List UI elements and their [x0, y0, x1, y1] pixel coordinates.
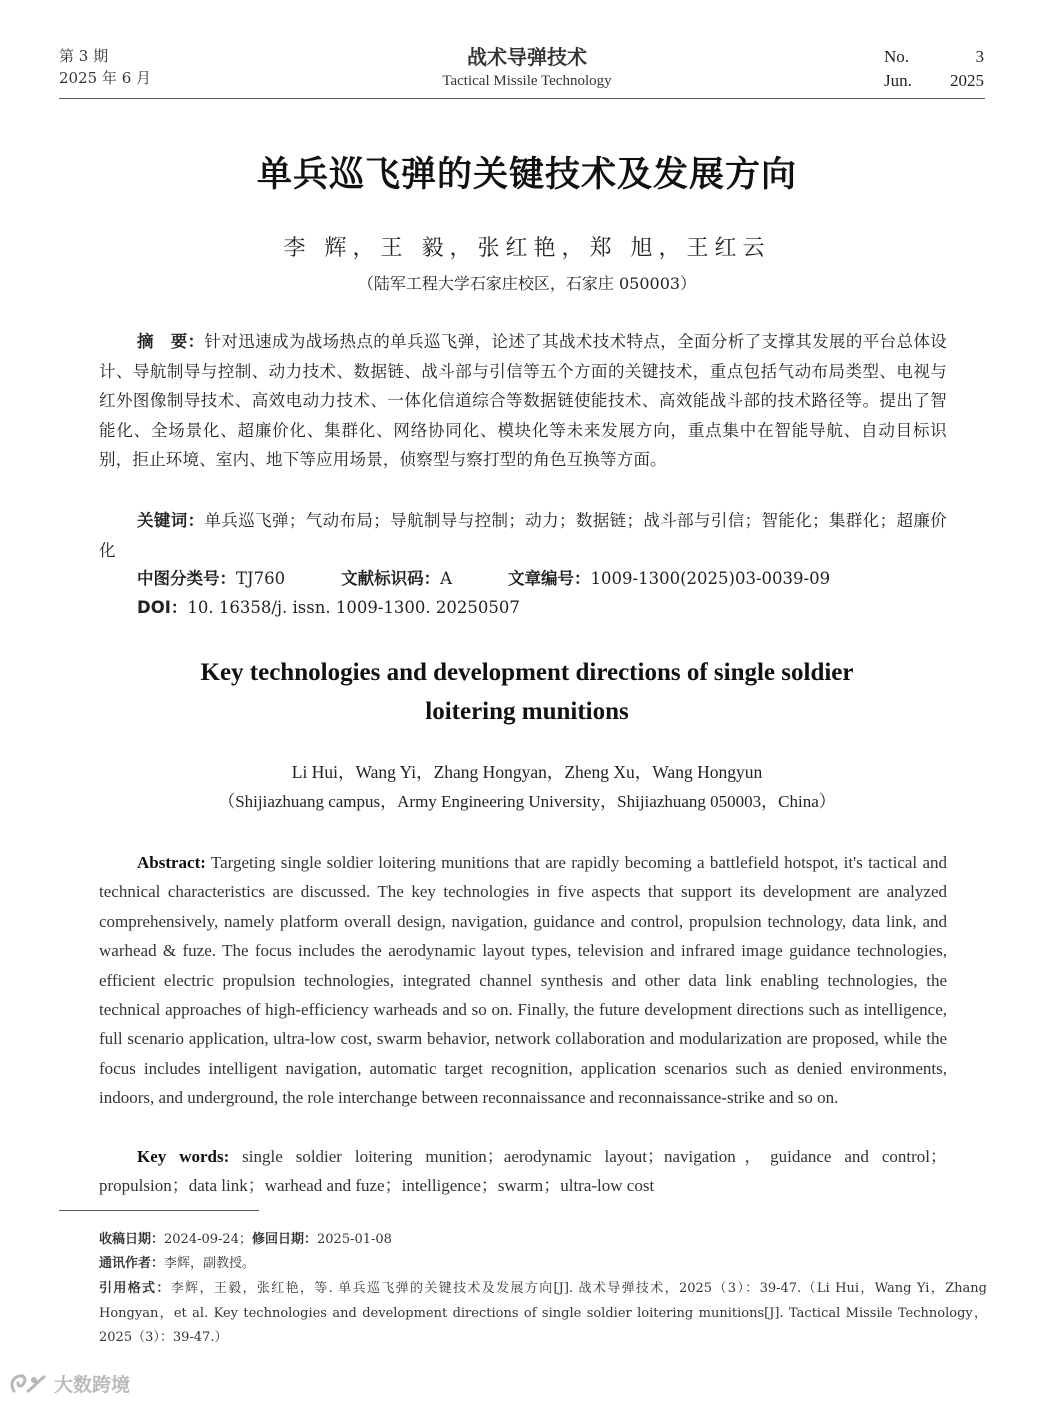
clc-label: 中图分类号：: [137, 569, 236, 588]
article-number: [508, 564, 830, 593]
classification-line: [137, 564, 886, 593]
clc-number: [137, 564, 285, 593]
authors-cn: 李 辉，王 毅，张红艳，郑 旭，王红云: [283, 236, 771, 261]
abstract-text-en: Targeting single soldier loitering munitions that are rapidly becoming a battlefield hotspot, it's tactical and technical characteristics are discussed. The key technologies in five aspects that support its development are analyzed comprehensively, namely platform overall design, navigation, guidance and control, propulsion technology, data link, and warhead & fuze. The focus includes the aerodynamic layout types, television and infrared image guidance technologies, efficient electric propulsion technologies, integrated channel synthesis and other data link enabling technologies, the technical approaches of high-efficiency warheads and so on. Finally, the future development directions such as intelligence, full scenario application, ultra-low cost, swarm behavior, network collaboration and modularization are proposed, while the focus includes intelligent navigation, automatic target recognition, application scenarios such as denied environments, indoors, and underground, the role interchange between reconnaissance and reconnaissance-strike and so on.: [99, 853, 947, 1108]
watermark-logo-icon: [8, 1371, 48, 1397]
keywords-label-cn: 关键词：: [137, 511, 205, 530]
abstract-cn: [99, 327, 947, 475]
keywords-text-cn: 单兵巡飞弹；气动布局；导航制导与控制；动力；数据链；战斗部与引信；智能化；集群化；超廉价化: [99, 511, 947, 560]
issue-month-en: Jun.: [884, 71, 912, 90]
corresponding-label: 通讯作者：: [99, 1256, 165, 1271]
keywords-cn: [99, 506, 947, 565]
doc-label: 文献标识码：: [341, 569, 441, 588]
header-divider: [59, 98, 985, 99]
revised-value: 2025-01-08: [317, 1232, 392, 1247]
issue-num-en: 3: [975, 47, 984, 66]
article-label: 文章编号：: [508, 569, 591, 588]
keywords-text-en: single soldier loitering munition；aerodynamic layout；navigation，guidance and control；propulsion；data link；warhead and fuze；intelligence；swarm；ultra-low cost: [99, 1147, 947, 1196]
doi-value: 10. 16358/j. issn. 1009-1300. 20250507: [187, 598, 520, 617]
paper-title-cn: 单兵巡飞弹的关键技术及发展方向: [256, 155, 797, 195]
citation-label: 引用格式：: [99, 1281, 171, 1296]
issue-year-en: 2025: [950, 71, 984, 90]
doc-value: A: [440, 569, 453, 588]
received-label: 收稿日期：: [99, 1232, 165, 1247]
document-code: [341, 564, 452, 593]
corresponding-value: 李辉，副教授。: [164, 1256, 256, 1271]
keywords-label-en: Key words:: [137, 1147, 230, 1166]
footnote-citation: [99, 1277, 987, 1351]
footnote-corresponding: [99, 1252, 987, 1277]
abstract-label-cn: 摘 要：: [137, 332, 205, 351]
article-value: 1009-1300(2025)03-0039-09: [590, 569, 831, 588]
watermark: [8, 1370, 130, 1397]
issue-date-cn: 2025 年 6 月: [59, 69, 152, 87]
affiliation-en: （Shijiazhuang campus，Army Engineering University，Shijiazhuang 050003，China）: [218, 792, 836, 811]
affiliation-cn: （陆军工程大学石家庄校区，石家庄 050003）: [357, 274, 697, 293]
clc-value: TJ760: [236, 569, 286, 588]
title-en-line-2: loitering munitions: [425, 698, 629, 725]
authors-en: Li Hui，Wang Yi，Zhang Hongyan，Zheng Xu，Wang Hongyun: [291, 762, 763, 782]
abstract-text-cn: 针对迅速成为战场热点的单兵巡飞弹，论述了其战术技术特点，全面分析了支撑其发展的平台总体设计、导航制导与控制、动力技术、数据链、战斗部与引信等五个方面的关键技术，重点包括气动布局类型、电视与红外图像制导技术、高效电动力技术、一体化信道综合等数据链使能技术、高效能战斗部的技术路径等。提出了智能化、全场景化、超廉价化、集群化、网络协同化、模块化等未来发展方向，重点集中在智能导航、自动目标识别，拒止环境、室内、地下等应用场景，侦察型与察打型的角色互换等方面。: [99, 332, 947, 469]
keywords-en: [99, 1142, 947, 1201]
journal-name-cn: 战术导弹技术: [467, 45, 587, 69]
issue-label-en: No.: [884, 47, 910, 66]
watermark-text: 大数跨境: [54, 1374, 131, 1396]
issue-number-cn: 第 3 期: [59, 47, 109, 65]
doi-line: [137, 593, 520, 622]
abstract-label-en: Abstract:: [137, 853, 206, 872]
revised-label: 修回日期：: [251, 1232, 317, 1247]
issue-number-en: [884, 45, 984, 69]
doi-label: DOI：: [137, 598, 188, 617]
abstract-en: [99, 848, 947, 1113]
issue-date-en: [884, 69, 984, 93]
citation-text: 李辉，王毅，张红艳，等. 单兵巡飞弹的关键技术及发展方向[J]. 战术导弹技术，2025（3）：39-47.（Li Hui，Wang Yi，Zhang Hongyan，et al. Key technologies and development directions of single soldier loitering munitions[J]. Tactical Missile Technology，2025（3）：39-47.）: [99, 1281, 987, 1345]
journal-name-en: Tactical Missile Technology: [442, 73, 612, 89]
received-value: 2024-09-24；: [164, 1232, 252, 1247]
title-en-line-1: Key technologies and development directions of single soldier: [200, 659, 854, 686]
header-issue-en: [884, 45, 984, 93]
paper-title-en: [0, 653, 1054, 731]
footnote-dates: [99, 1228, 987, 1253]
footnote-divider: [59, 1210, 259, 1211]
